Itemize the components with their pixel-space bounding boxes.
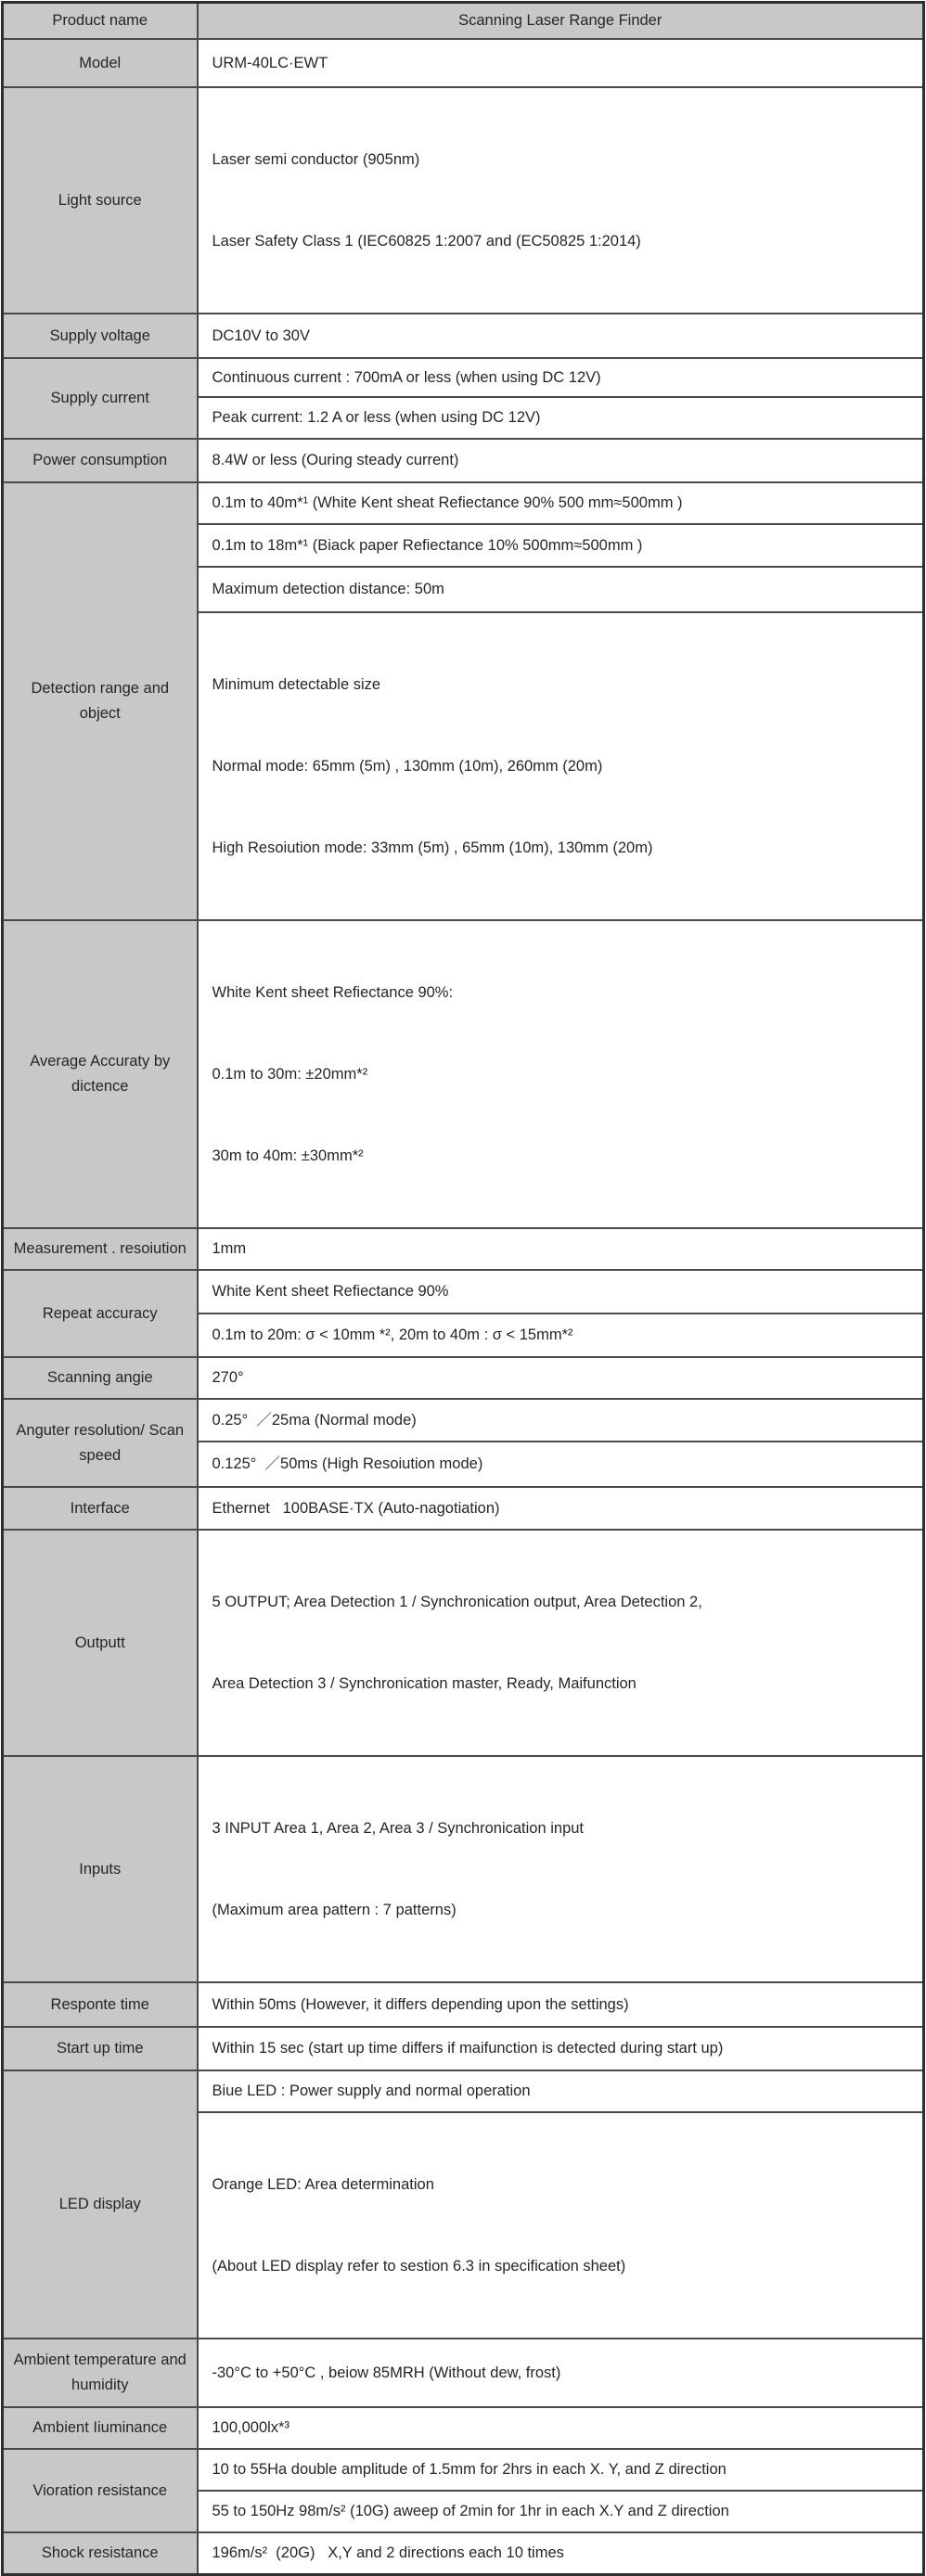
spec-label-model: Model	[3, 39, 198, 87]
spec-value-supply-current-peak: Peak current: 1.2 A or less (when using DC 12V)	[198, 397, 924, 439]
spec-label-measurement-resolution: Measurement . resoiution	[3, 1228, 198, 1270]
spec-label-startup-time: Start up time	[3, 2027, 198, 2070]
spec-value-angular-normal: 0.25° ／25ma (Normal mode)	[198, 1399, 924, 1442]
spec-value-startup-time: Within 15 sec (start up time differs if maifunction is detected during start up)	[198, 2027, 924, 2070]
value-line: White Kent sheet Refiectance 90%:	[212, 984, 454, 1001]
spec-label-angular-resolution: Anguter resolution/ Scan speed	[3, 1399, 198, 1487]
spec-value-shock-resistance: 196m/s² (20G) X,Y and 2 directions each 10 times	[198, 2532, 924, 2574]
value-line: Minimum detectable size	[212, 676, 381, 693]
spec-label-ambient-temperature: Ambient temperature and humidity	[3, 2339, 198, 2407]
spec-value-ambient-illuminance: 100,000lx*³	[198, 2407, 924, 2449]
spec-label-ambient-illuminance: Ambient Iiuminance	[3, 2407, 198, 2449]
spec-value-repeat-accuracy-ranges: 0.1m to 20m: σ < 10mm *², 20m to 40m : σ < 15mm*²	[198, 1314, 924, 1357]
value-line: 30m to 40m: ±30mm*²	[212, 1147, 364, 1164]
spec-label-detection-range: Detection range and object	[3, 482, 198, 920]
spec-value-repeat-accuracy-condition: White Kent sheet Refiectance 90%	[198, 1270, 924, 1314]
spec-value-vibration-high: 55 to 150Hz 98m/s² (10G) aweep of 2min for 1hr in each X.Y and Z direction	[198, 2491, 924, 2532]
value-line: Normal mode: 65mm (5m) , 130mm (10m), 260mm (20m)	[212, 758, 603, 775]
spec-label-repeat-accuracy: Repeat accuracy	[3, 1270, 198, 1357]
spec-table	[1, 1, 925, 2576]
spec-label-shock-resistance: Shock resistance	[3, 2532, 198, 2574]
spec-label-output: Outputt	[3, 1530, 198, 1756]
spec-label-light-source: Light source	[3, 87, 198, 314]
value-line: Laser semi conductor (905nm)	[212, 151, 420, 168]
spec-value-ambient-temperature: -30°C to +50°C , beiow 85MRH (Without dew, frost)	[198, 2339, 924, 2407]
spec-value-response-time: Within 50ms (However, it differs depending upon the settings)	[198, 1982, 924, 2027]
value-line: Orange LED: Area determination	[212, 2176, 434, 2193]
value-line: 3 INPUT Area 1, Area 2, Area 3 / Synchronication input	[212, 1820, 585, 1837]
spec-value-led-blue: Biue LED : Power supply and normal operation	[198, 2070, 924, 2112]
spec-value-power-consumption: 8.4W or less (Ouring steady current)	[198, 439, 924, 482]
spec-label-supply-current: Supply current	[3, 358, 198, 439]
spec-value-scanning-angle: 270°	[198, 1357, 924, 1399]
spec-value-average-accuracy	[198, 920, 924, 1228]
spec-label-vibration-resistance: Vioration resistance	[3, 2449, 198, 2532]
spec-value-angular-high-res: 0.125° ／50ms (High Resoiution mode)	[198, 1442, 924, 1487]
spec-value-supply-voltage: DC10V to 30V	[198, 314, 924, 358]
spec-label-average-accuracy: Average Accuraty by dictence	[3, 920, 198, 1228]
spec-value-product-name: Scanning Laser Range Finder	[198, 3, 924, 40]
spec-value-vibration-low: 10 to 55Ha double amplitude of 1.5mm for 2hrs in each X. Y, and Z direction	[198, 2449, 924, 2491]
spec-value-supply-current-continuous: Continuous current : 700mA or less (when using DC 12V)	[198, 358, 924, 397]
spec-label-supply-voltage: Supply voltage	[3, 314, 198, 358]
value-line: 0.1m to 30m: ±20mm*²	[212, 1066, 368, 1083]
value-line: 5 OUTPUT; Area Detection 1 / Synchronication output, Area Detection 2,	[212, 1594, 702, 1610]
spec-label-interface: Interface	[3, 1487, 198, 1530]
spec-value-interface: Ethernet 100BASE·TX (Auto-nagotiation)	[198, 1487, 924, 1530]
spec-label-power-consumption: Power consumption	[3, 439, 198, 482]
spec-value-detection-black-paper: 0.1m to 18m*¹ (Biack paper Refiectance 10% 500mm≈500mm )	[198, 524, 924, 567]
spec-value-detection-white-kent: 0.1m to 40m*¹ (White Kent sheat Refiectance 90% 500 mm≈500mm )	[198, 482, 924, 524]
spec-value-inputs	[198, 1756, 924, 1982]
value-line: Laser Safety Class 1 (IEC60825 1:2007 and (EC50825 1:2014)	[212, 233, 641, 250]
spec-value-detection-min-size	[198, 612, 924, 920]
spec-label-response-time: Responte time	[3, 1982, 198, 2027]
spec-label-product-name: Product name	[3, 3, 198, 40]
value-line: High Resoiution mode: 33mm (5m) , 65mm (10m), 130mm (20m)	[212, 839, 653, 856]
spec-label-scanning-angle: Scanning angie	[3, 1357, 198, 1399]
spec-label-inputs: Inputs	[3, 1756, 198, 1982]
spec-value-model: URM-40LC·EWT	[198, 39, 924, 87]
spec-value-output	[198, 1530, 924, 1756]
spec-label-led-display: LED display	[3, 2070, 198, 2339]
value-line: (About LED display refer to sestion 6.3 in specification sheet)	[212, 2258, 626, 2275]
spec-value-led-orange	[198, 2112, 924, 2339]
spec-value-detection-max-distance: Maximum detection distance: 50m	[198, 567, 924, 612]
value-line: Area Detection 3 / Synchronication master, Ready, Maifunction	[212, 1675, 637, 1692]
spec-value-measurement-resolution: 1mm	[198, 1228, 924, 1270]
value-line: (Maximum area pattern : 7 patterns)	[212, 1902, 457, 1918]
spec-value-light-source	[198, 87, 924, 314]
